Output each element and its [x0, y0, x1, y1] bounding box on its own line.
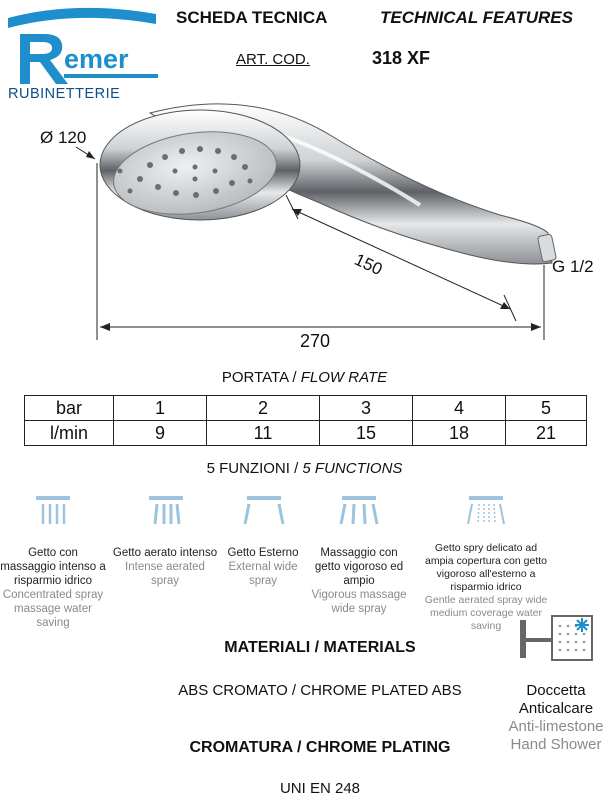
table-cell: 15 [320, 421, 413, 446]
anti-limestone-label [500, 682, 609, 754]
function-item [112, 546, 218, 588]
gentle-aerated-spray-icon [463, 494, 509, 528]
function-item [306, 546, 412, 616]
brand-logo [6, 4, 166, 102]
table-cell: 3 [320, 396, 413, 421]
length-270-label: 270 [300, 331, 331, 351]
flow-caption-en: FLOW RATE [300, 369, 388, 386]
function-label-it: Getto Esterno [227, 547, 299, 559]
length-150-label: 150 [351, 249, 386, 280]
art-code: 318 XF [372, 48, 431, 68]
flow-table [24, 395, 587, 446]
table-cell: 9 [114, 421, 207, 446]
function-label-it: Getto spry delicato ad ampia copertura con getto vigoroso all'esterno a risparmio idrico [425, 542, 547, 593]
wide-spray-icon [241, 494, 287, 528]
anti-limestone-it-2: Anticalcare [518, 700, 594, 717]
flow-caption-it: PORTATA / [221, 369, 301, 386]
vigorous-massage-icon [336, 494, 382, 528]
thread-label: G 1/2 [552, 257, 594, 276]
function-label-en: Gentle aerated spray wide medium coverage water saving [424, 594, 548, 632]
table-cell: l/min [25, 421, 114, 446]
table-cell: 4 [413, 396, 506, 421]
table-row [25, 396, 587, 421]
diameter-label: Ø 120 [40, 128, 87, 147]
plating-title: CROMATURA / CHROME PLATING [189, 739, 451, 756]
function-label-en: Intense aerated spray [125, 561, 205, 587]
table-cell: bar [25, 396, 114, 421]
concentrated-spray-icon [30, 494, 76, 528]
materials-title: MATERIALI / MATERIALS [224, 639, 416, 656]
function-label-en: Vigorous massage wide spray [311, 589, 407, 615]
functions-caption-it: 5 FUNZIONI / [206, 460, 303, 477]
function-label-it: Massaggio con getto vigoroso ed ampio [314, 547, 404, 587]
table-cell: 18 [413, 421, 506, 446]
title-it: SCHEDA TECNICA [176, 8, 328, 27]
shower-drawing [0, 95, 609, 360]
function-label-it: Getto aerato intenso [112, 547, 218, 559]
materials-value: ABS CROMATO / CHROME PLATED ABS [178, 682, 462, 699]
table-cell: 2 [207, 396, 320, 421]
flow-caption [0, 369, 609, 386]
anti-limestone-it-1: Doccetta [526, 682, 586, 699]
anti-limestone-en-2: Hand Shower [510, 736, 602, 753]
plating-value: UNI EN 248 [279, 780, 361, 797]
table-cell: 11 [207, 421, 320, 446]
brand-name: emer [64, 44, 129, 74]
function-label-en: Concentrated spray massage water saving [2, 589, 104, 629]
anti-limestone-en-1: Anti-limestone [508, 718, 604, 735]
brand-subtitle: RUBINETTERIE [8, 86, 121, 102]
anti-limestone-icon [518, 612, 596, 662]
table-row [25, 421, 587, 446]
functions-caption-en: 5 FUNCTIONS [302, 460, 403, 477]
title-en: TECHNICAL FEATURES [380, 8, 573, 27]
table-cell: 1 [114, 396, 207, 421]
function-label-it: Getto con massaggio intenso a risparmio idrico [0, 547, 106, 587]
function-item [0, 546, 106, 630]
functions-caption [0, 460, 609, 477]
table-cell: 21 [506, 421, 587, 446]
art-label: ART. COD. [236, 51, 310, 68]
aerated-spray-icon [143, 494, 189, 528]
function-item [222, 546, 304, 588]
function-label-en: External wide spray [228, 561, 298, 587]
table-cell: 5 [506, 396, 587, 421]
